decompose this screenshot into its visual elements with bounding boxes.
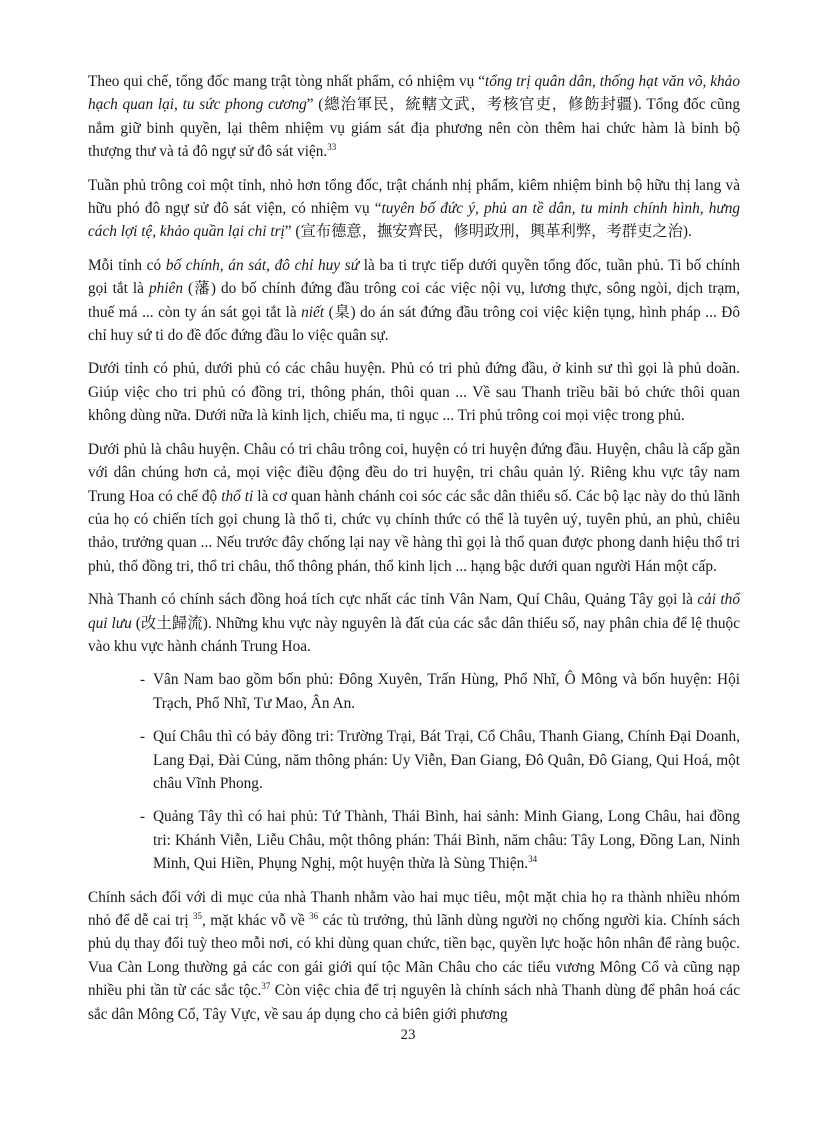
list-item <box>140 668 740 715</box>
text: Còn việc chia để trị nguyên là chính sách nhà Thanh dùng để phân hoá các sắc dân Mông Cổ, Tây Vực, về sau áp dụng cho cả biên giới phương <box>88 982 740 1023</box>
text: , mặt khác vỗ về <box>202 912 310 929</box>
text: ” (宣布德意，撫安齊民，修明政刑，興革利弊，考群吏之治). <box>284 223 692 241</box>
italic-text: bố chính, án sát, đô chỉ huy sứ <box>165 256 360 274</box>
page-number: 23 <box>400 1027 416 1043</box>
footnote-ref-36[interactable]: 36 <box>309 910 319 921</box>
paragraph-7 <box>88 886 740 1026</box>
list-item-text: Vân Nam bao gồm bốn phủ: Đông Xuyên, Trấn Hùng, Phổ Nhĩ, Ô Mông và bốn huyện: Hội Trạch, Phổ Nhĩ, Tư Mao, Ân An. <box>153 671 740 712</box>
paragraph-2 <box>88 174 740 244</box>
dash-marker: - <box>140 728 146 746</box>
text: Dưới tỉnh có phủ, dưới phủ có các châu huyện. Phủ có tri phủ đứng đầu, ở kinh sư thì gọi là phủ doãn. Giúp việc cho tri phủ có đồng tri, thông phán, thôi quan ... Về sau Thanh triều bãi bỏ chức thôi quan không dùng nữa. Dưới nữa là kinh lịch, chiếu ma, ti ngục ... Tri phủ trông coi mọi việc trong phủ. <box>88 360 740 425</box>
text: là cơ quan hành chánh coi sóc các sắc dân thiểu số. Các bộ lạc này do thủ lãnh của họ có chiến tích gọi chung là thổ ti, chức vụ chính thức có thể là tuyên uý, tuyên phủ, an phủ, chiêu thảo, trưởng quan ... Nếu trước đây chống lại nay về hàng thì gọi là thổ quan được phong danh hiệu thổ tri phủ, thổ đồng tri, thổ tri châu, thổ thông phán, thổ kinh lịch ... hạng bậc dưới quan người Hán một cấp. <box>88 487 741 575</box>
text: là ba ti trực tiếp dưới quyền tổng đốc, tuần phủ. Ti bố chính gọi tắt là <box>88 256 740 298</box>
text: (改土歸流). Những khu vực này nguyên là đất của các sắc dân thiểu số, nay phân chia để lệ thuộc vào khu vực hành chánh Trung Hoa. <box>88 614 740 655</box>
footnote-ref-35[interactable]: 35 <box>193 910 203 921</box>
text: (臬) do án sát đứng đầu trông coi việc kiện tụng, hình pháp ... Đô chỉ huy sứ ti do đề đốc đứng đầu lo việc quân sự. <box>88 303 741 345</box>
paragraph-5 <box>88 438 740 578</box>
paragraph-6 <box>88 588 740 658</box>
italic-text: niết <box>301 303 325 321</box>
text: Tuần phủ trông coi một tỉnh, nhỏ hơn tổng đốc, trật chánh nhị phẩm, kiêm nhiệm binh bộ hữu thị lang và hữu phó đô ngự sử đô sát viện, có nhiệm vụ “ <box>88 176 740 218</box>
paragraph-4 <box>88 357 740 427</box>
italic-text: phiên <box>149 280 184 298</box>
text: (藩) do bố chính đứng đầu trông coi các việc nội vụ, lương thực, sông ngòi, dịch trạm, thuế má ... còn ty án sát gọi tắt là <box>88 280 740 321</box>
text: Mỗi tỉnh có <box>88 256 166 274</box>
dash-marker: - <box>140 808 146 826</box>
text: ” (總治軍民，統轄文武，考核官吏，修飭封疆). Tổng đốc cũng nắm giữ binh quyền, lại thêm nhiệm vụ giám sát địa phương nên còn thêm hai chức hàm là binh bộ thượng thư và tả đô ngự sử đô sát viện. <box>88 96 740 161</box>
text: Chính sách đối với di mục của nhà Thanh nhằm vào hai mục tiêu, một mặt chia họ ra thành nhiều nhóm nhỏ để dễ cai trị <box>88 888 740 929</box>
dash-marker: - <box>140 671 146 689</box>
list-item <box>140 805 740 875</box>
bullet-list <box>88 668 740 875</box>
list-item-text: Quí Châu thì có bảy đồng tri: Trường Trại, Bát Trại, Cổ Châu, Thanh Giang, Chính Đại Doanh, Lang Đại, Đài Củng, năm thông phán: Uy Viễn, Đan Giang, Đô Quân, Đô Giang, Qui Hoá, một châu Vĩnh Phong. <box>153 728 740 792</box>
text: Nhà Thanh có chính sách đồng hoá tích cực nhất các tỉnh Vân Nam, Quí Châu, Quảng Tây gọi là <box>88 591 698 609</box>
footnote-ref-34[interactable]: 34 <box>528 854 538 865</box>
footnote-ref-33[interactable]: 33 <box>327 142 337 153</box>
italic-text: tuyên bố đức ý, phủ an tề dân, tu minh chính hình, hưng cách lợi tệ, khảo quần lại chi trị <box>88 200 740 241</box>
italic-text: tổng trị quân dân, thống hạt văn võ, khảo hạch quan lại, tu sức phong cương <box>88 73 740 114</box>
page-body <box>88 70 740 1036</box>
list-item-text: Quảng Tây thì có hai phủ: Tứ Thành, Thái Bình, hai sảnh: Minh Giang, Long Châu, hai đồng tri: Khánh Viễn, Liễu Châu, một thông phán: Thái Bình, năm châu: Tây Long, Đồng Lan, Ninh Minh, Qui Hiền, Phụng Nghị, một huyện thừa là Sùng Thiện. <box>153 808 740 873</box>
text: các tù trưởng, thủ lãnh dùng người nọ chống người kia. Chính sách phủ dụ thay đổi tuỳ theo mỗi nơi, có khi dùng quan chức, tiền bạc, quyền lực hoặc hôn nhân để ràng buộc. Vua Càn Long thường gả các con gái giới quí tộc Mãn Châu cho các tiểu vương Mông Cổ và cũng nạp nhiều phi tần từ các sắc tộc. <box>88 912 740 1000</box>
italic-text: thổ ti <box>221 487 254 505</box>
paragraph-3 <box>88 254 740 348</box>
footnote-ref-37[interactable]: 37 <box>261 981 271 992</box>
text: Dưới phủ là châu huyện. Châu có tri châu trông coi, huyện có tri huyện đứng đầu. Huyện, châu là cấp gần với dân chúng hơn cả, mọi việc điều động đều do tri huyện, tri châu quản lý. Riêng khu vực tây nam Trung Hoa có chế độ <box>88 440 740 505</box>
text: Theo qui chế, tổng đốc mang trật tòng nhất phẩm, có nhiệm vụ “ <box>88 73 485 90</box>
paragraph-1 <box>88 70 740 164</box>
list-item <box>140 725 740 795</box>
italic-text: cải thổ qui lưu <box>88 591 740 632</box>
